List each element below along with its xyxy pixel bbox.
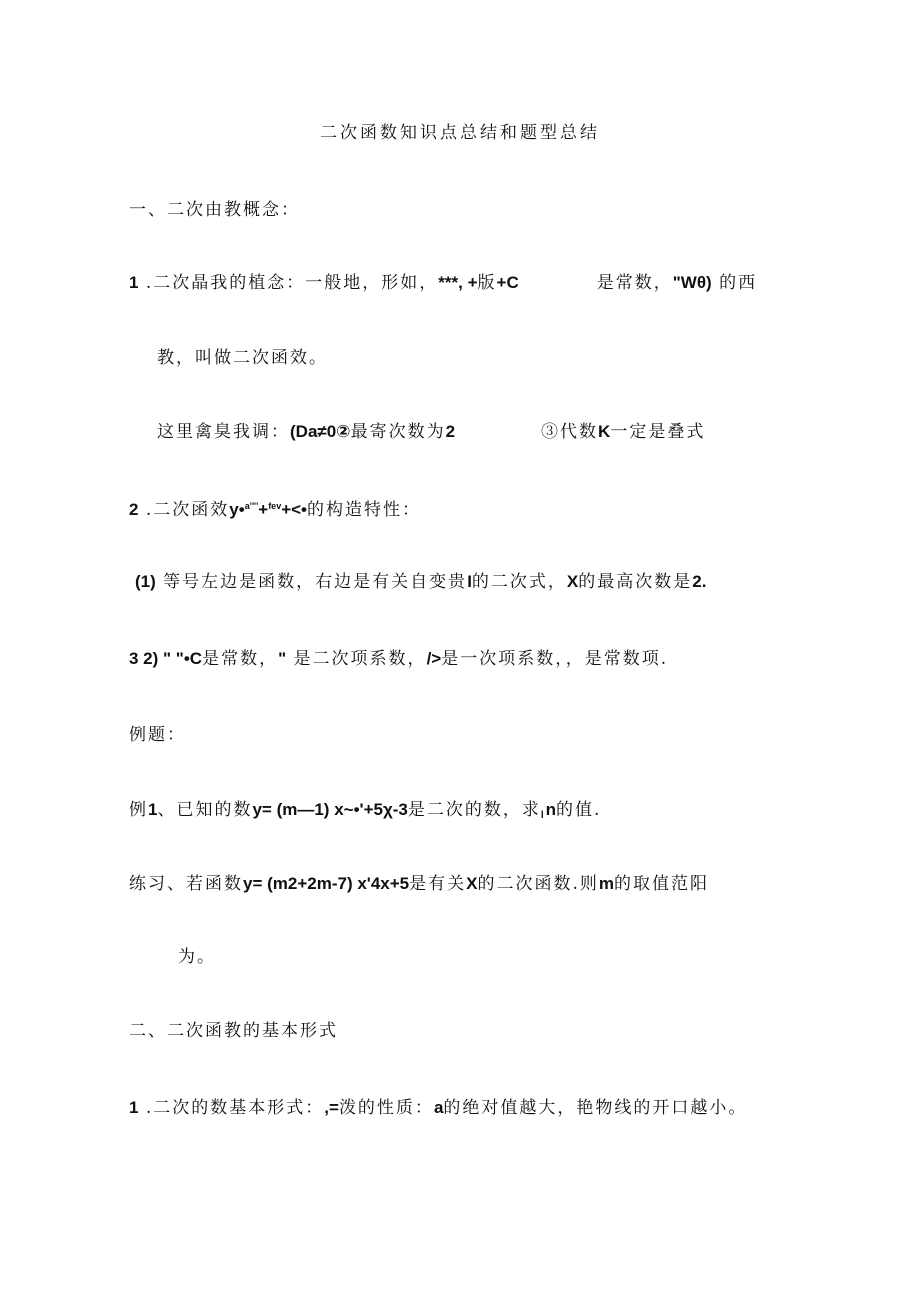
item-number: 1 bbox=[129, 273, 139, 292]
formula-text: + bbox=[258, 500, 269, 519]
basic-form-line bbox=[129, 1097, 747, 1119]
examples-heading: 例题： bbox=[129, 725, 186, 745]
text: 是常数， bbox=[202, 649, 279, 669]
text: 的二次函数.则 bbox=[477, 874, 599, 894]
example-1 bbox=[129, 799, 601, 827]
item-number: 2 bbox=[129, 500, 139, 519]
text: 是二次的数，求 bbox=[407, 800, 541, 820]
text: 、已知的数 bbox=[157, 800, 253, 820]
text: 的二次式， bbox=[471, 572, 567, 592]
exercise-line bbox=[129, 873, 709, 895]
formula-text: ,= bbox=[324, 1098, 339, 1117]
text: 一定是叠式 bbox=[610, 422, 706, 442]
formula-text: 2 bbox=[445, 422, 456, 441]
text: 是有关 bbox=[409, 874, 467, 894]
example-number: 1 bbox=[148, 800, 158, 819]
formula-text: "Wθ) bbox=[672, 273, 712, 292]
concept-definition-line bbox=[129, 272, 757, 294]
formula-text: " bbox=[278, 649, 287, 668]
formula-superscript: fev bbox=[268, 501, 282, 511]
text: 是常数， bbox=[596, 273, 673, 293]
item-number: 1 bbox=[129, 1098, 139, 1117]
text: .二次函效 bbox=[138, 500, 230, 520]
formula-text: 2. bbox=[692, 572, 707, 591]
formula-text: ***, + bbox=[438, 273, 478, 292]
structure-point-2 bbox=[129, 648, 668, 670]
text: 泼的性质： bbox=[338, 1098, 434, 1118]
formula-superscript: a'"' bbox=[244, 501, 259, 511]
section-1-heading: 一、二次由教概念： bbox=[129, 200, 300, 220]
text: 例 bbox=[129, 800, 148, 820]
text: .二次的数基本形式： bbox=[138, 1098, 325, 1118]
formula-text: m bbox=[598, 874, 614, 893]
formula-text: y= (m—1) x~•'+5χ-3 bbox=[252, 800, 408, 819]
text: 是二次项系数， bbox=[286, 649, 427, 669]
concept-definition-continuation: 教，叫做二次函效。 bbox=[157, 348, 328, 368]
text: 版 bbox=[477, 273, 497, 293]
text: 这里禽臭我调： bbox=[157, 422, 290, 442]
formula-text: y• bbox=[229, 500, 245, 519]
text: 的取值范阳 bbox=[614, 874, 709, 894]
formula-text: X bbox=[466, 874, 478, 893]
section-2-heading: 二、二次函教的基本形式 bbox=[129, 1021, 338, 1041]
formula-text: +<• bbox=[281, 500, 308, 519]
text: ③ bbox=[541, 422, 561, 442]
formula-text: K bbox=[598, 422, 611, 441]
text: 的最高次数是 bbox=[578, 572, 693, 592]
text: 的值. bbox=[556, 800, 602, 820]
formula-subscript: l bbox=[540, 810, 546, 821]
formula-text: n bbox=[545, 800, 557, 819]
text: 练习、若函数 bbox=[129, 874, 243, 894]
formula-text: X bbox=[566, 572, 579, 591]
formula-text: /> bbox=[426, 649, 442, 668]
text: 的构造特性： bbox=[307, 500, 422, 520]
formula-text: a bbox=[433, 1098, 444, 1117]
formula-text: I bbox=[467, 572, 472, 591]
formula-text: 3 2) " "•C bbox=[129, 649, 203, 668]
point-number: (1) bbox=[135, 572, 156, 591]
text: 代数 bbox=[560, 422, 599, 442]
document-title: 二次函数知识点总结和题型总结 bbox=[320, 123, 600, 143]
formula-text: +C bbox=[496, 273, 519, 292]
structure-feature-line bbox=[129, 495, 421, 521]
exercise-continuation: 为。 bbox=[178, 947, 216, 967]
formula-text: y= (m2+2m-7) x'4x+5 bbox=[243, 874, 410, 893]
text: 的绝对值越大，艳物线的开口越小。 bbox=[443, 1098, 748, 1118]
text: 的西 bbox=[711, 273, 758, 293]
text: 是一次项系数，，是常数项. bbox=[441, 649, 669, 669]
structure-point-1 bbox=[135, 571, 706, 593]
text: 等号左边是函数，右边是有关自变贵 bbox=[155, 572, 468, 592]
emphasis-line bbox=[157, 421, 705, 443]
text: 最寄次数为 bbox=[350, 422, 446, 442]
formula-text: (Da≠0② bbox=[290, 422, 351, 441]
text: .二次晶我的植念：一般地，形如， bbox=[138, 273, 439, 293]
